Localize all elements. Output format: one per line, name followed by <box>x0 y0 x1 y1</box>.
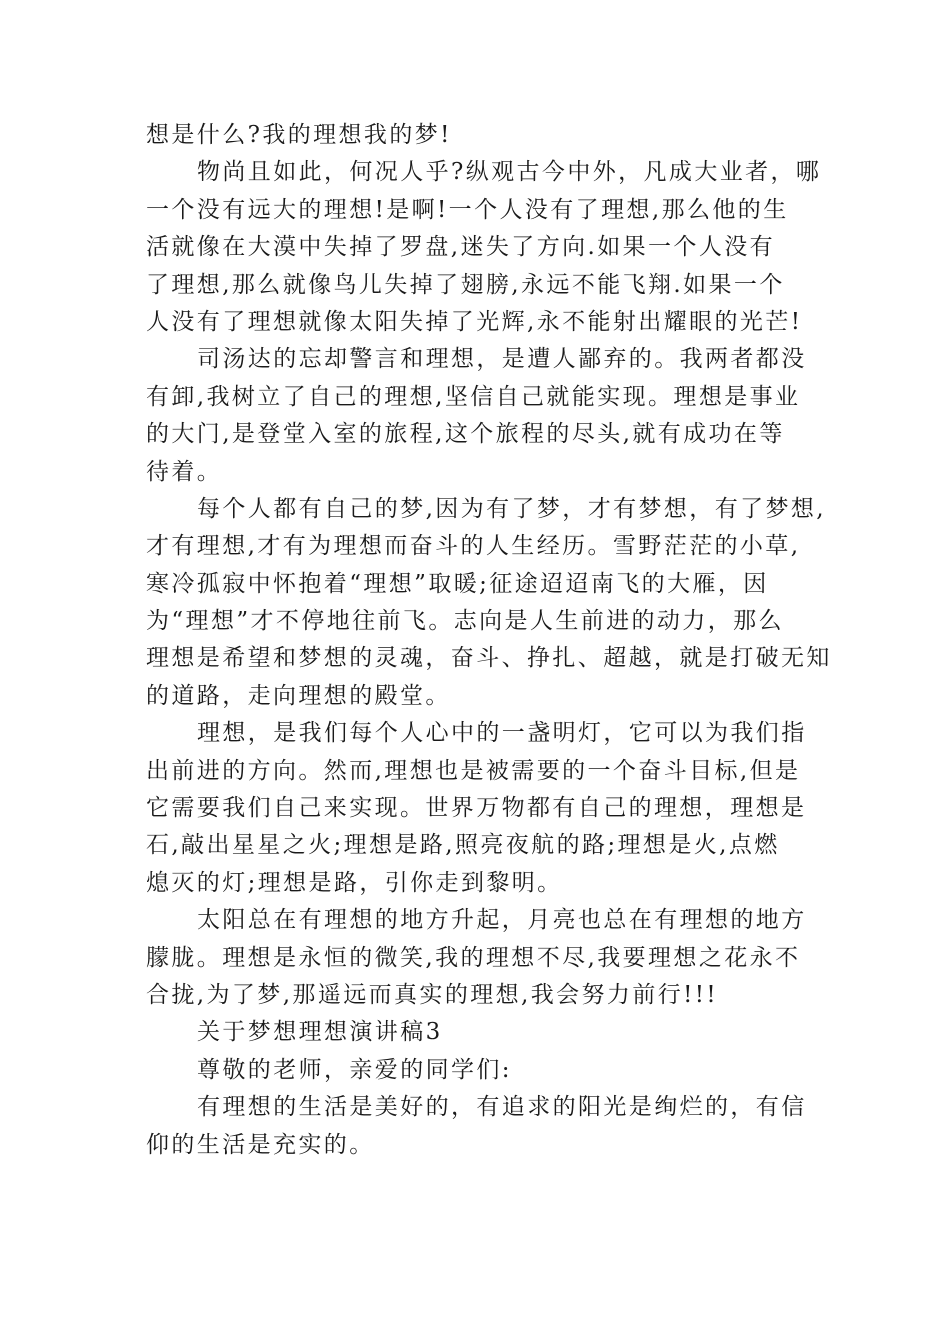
text-line: 合拢,为了梦,那遥远而真实的理想,我会努力前行!!! <box>146 981 719 1008</box>
text-line: 有理想的生活是美好的，有追求的阳光是绚烂的，有信 <box>197 1094 807 1121</box>
paragraph-ideals-importance <box>146 154 822 341</box>
text-line: 物尚且如此，何况人乎?纵观古今中外，凡成大业者，哪 <box>197 159 822 186</box>
text-line: 有卸,我树立了自己的理想,坚信自己就能实现。理想是事业 <box>146 383 801 410</box>
text-line: 每个人都有自己的梦,因为有了梦，才有梦想，有了梦想, <box>197 495 827 522</box>
text-line: 石,敲出星星之火;理想是路,照亮夜航的路;理想是火,点燃 <box>146 832 780 859</box>
section-title <box>146 1014 810 1051</box>
text-line: 为“理想”才不停地往前飞。志向是人生前进的动力，那么 <box>146 608 784 635</box>
text-line: 一个没有远大的理想!是啊!一个人没有了理想,那么他的生 <box>146 196 789 223</box>
paragraph-sun <box>146 902 810 1014</box>
text-line: 仰的生活是充实的。 <box>146 1131 375 1158</box>
text-line: 人没有了理想就像太阳失掉了光辉,永不能射出耀眼的光芒! <box>146 308 803 335</box>
paragraph-dreams <box>146 491 832 715</box>
text-line: 出前进的方向。然而,理想也是被需要的一个奋斗目标,但是 <box>146 757 801 784</box>
text-line: 寒冷孤寂中怀抱着“理想”取暖;征途迢迢南飞的大雁，因 <box>146 570 769 597</box>
paragraph-lamp <box>146 715 810 902</box>
text-line: 它需要我们自己来实现。世界万物都有自己的理想，理想是 <box>146 795 807 822</box>
text-line: 司汤达的忘却警言和理想，是遭人鄙弃的。我两者都没 <box>197 346 807 373</box>
text-line: 关于梦想理想演讲稿3 <box>197 1019 443 1046</box>
text-line: 的道路，走向理想的殿堂。 <box>146 682 451 709</box>
text-line: 理想是希望和梦想的灵魂，奋斗、挣扎、超越，就是打破无知 <box>146 645 832 672</box>
text-line: 了理想,那么就像鸟儿失掉了翅膀,永远不能飞翔.如果一个 <box>146 271 785 298</box>
text-line: 的大门,是登堂入室的旅程,这个旅程的尽头,就有成功在等 <box>146 421 785 448</box>
text-line: 理想，是我们每个人心中的一盏明灯，它可以为我们指 <box>197 720 807 747</box>
salutation <box>146 1052 810 1089</box>
text-line: 尊敬的老师，亲爱的同学们: <box>197 1056 512 1083</box>
text-line: 待着。 <box>146 458 223 485</box>
paragraph-opening <box>146 1089 810 1164</box>
text-line: 活就像在大漠中失掉了罗盘,迷失了方向.如果一个人没有 <box>146 234 776 261</box>
text-line: 想是什么?我的理想我的梦! <box>146 122 452 148</box>
paragraph-stendhal <box>146 341 810 491</box>
text-line: 熄灭的灯;理想是路，引你走到黎明。 <box>146 869 563 896</box>
text-line: 太阳总在有理想的地方升起，月亮也总在有理想的地方 <box>197 907 807 934</box>
text-line: 才有理想,才有为理想而奋斗的人生经历。雪野茫茫的小草, <box>146 533 801 560</box>
document-page <box>146 117 832 1164</box>
paragraph-intro-tail <box>146 117 810 154</box>
text-line: 朦胧。理想是永恒的微笑,我的理想不尽,我要理想之花永不 <box>146 944 801 971</box>
